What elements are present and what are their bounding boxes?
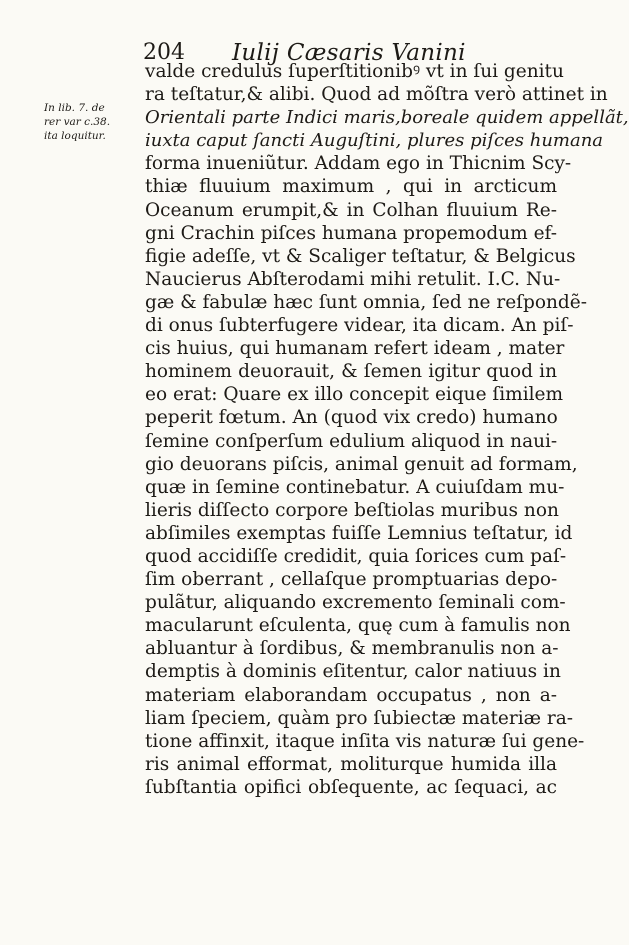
body-text [145, 60, 629, 799]
text-line: hominem deuorauit, & ſemen igitur quod in [145, 361, 557, 383]
text-line: eo erat: Quare ex illo concepit eique ſimilem [145, 384, 564, 406]
text-line: ris animal efformat, moliturque humida illa [145, 753, 557, 775]
text-line: gæ & fabulæ hæc ſunt omnia, ſed ne reſpondẽ- [145, 291, 587, 313]
text-line: materiam elaborandam occupatus , non a- [145, 684, 557, 706]
marginal-note-line: rer var c.38. [44, 116, 111, 128]
text-line: liam ſpeciem, quàm pro ſubiectæ materiæ ra- [145, 707, 574, 729]
text-line: demptis à dominis eſitentur, calor natiuus in [145, 661, 561, 683]
text-line: tione affinxit, itaque inſita vis naturæ ſui gene- [145, 730, 585, 752]
text-line: Orientali parte Indici maris,boreale quidem appellãt, [145, 107, 629, 129]
text-line: figie adeſſe, vt & Scaliger teſtatur, & Belgicus [145, 245, 576, 267]
marginal-note-line: ita loquitur. [44, 130, 106, 142]
text-line: cis huius, qui humanam refert ideam , mater [145, 338, 565, 360]
text-line: ra teſtatur,& alibi. Quod ad mõſtra verò attinet in [145, 84, 608, 106]
text-line: Oceanum erumpit,& in Colhan fluuium Re- [145, 199, 557, 221]
text-line: gio deuorans piſcis, animal genuit ad formam, [145, 453, 578, 475]
text-line: ſubſtantia opifici obſequente, ac ſequaci, ac [145, 776, 557, 798]
text-line: forma inueniũtur. Addam ego in Thicnim Scy- [145, 153, 572, 175]
text-line: di onus ſubterfugere videar, ita dicam. An piſ- [145, 315, 574, 337]
text-line: quæ in ſemine continebatur. A cuiuſdam mu- [145, 476, 565, 498]
text-line: lieris diſſecto corpore beſtiolas muribus non [145, 499, 559, 521]
text-line: abluantur à ſordibus, & membranulis non a- [145, 638, 559, 660]
text-line: ſemine conſperſum edulium aliquod in naui- [145, 430, 558, 452]
text-line: pulãtur, aliquando excremento ſeminali com- [145, 592, 566, 614]
text-line: iuxta caput ſancti Auguſtini, plures piſces humana [145, 130, 604, 152]
marginal-note [44, 101, 140, 143]
text-line: peperit fœtum. An (quod vix credo) humano [145, 407, 558, 429]
page-number: 204 [143, 40, 185, 65]
text-line: Naucierus Abſterodami mihi retulit. I.C. Nu- [145, 268, 561, 290]
text-line: gni Crachin piſces humana propemodum ef- [145, 222, 557, 244]
text-line: macularunt eſculenta, quę cum à famulis non [145, 615, 571, 637]
text-line: thiæ fluuium maximum , qui in arcticum [145, 176, 557, 198]
running-head: Iulij Cæsaris Vanini [232, 40, 466, 66]
text-line: abſimiles exemptas fuiſſe Lemnius teſtatur, id [145, 522, 573, 544]
text-line: ſim oberrant , cellaſque promptuarias depo- [145, 569, 558, 591]
marginal-note-line: In lib. 7. de [44, 102, 105, 114]
text-line: valde credulus ſuperſtitionibꝰ vt in ſui genitu [145, 61, 564, 82]
text-line: quod accidiſſe credidit, quia ſorices cum paſ- [145, 545, 567, 567]
